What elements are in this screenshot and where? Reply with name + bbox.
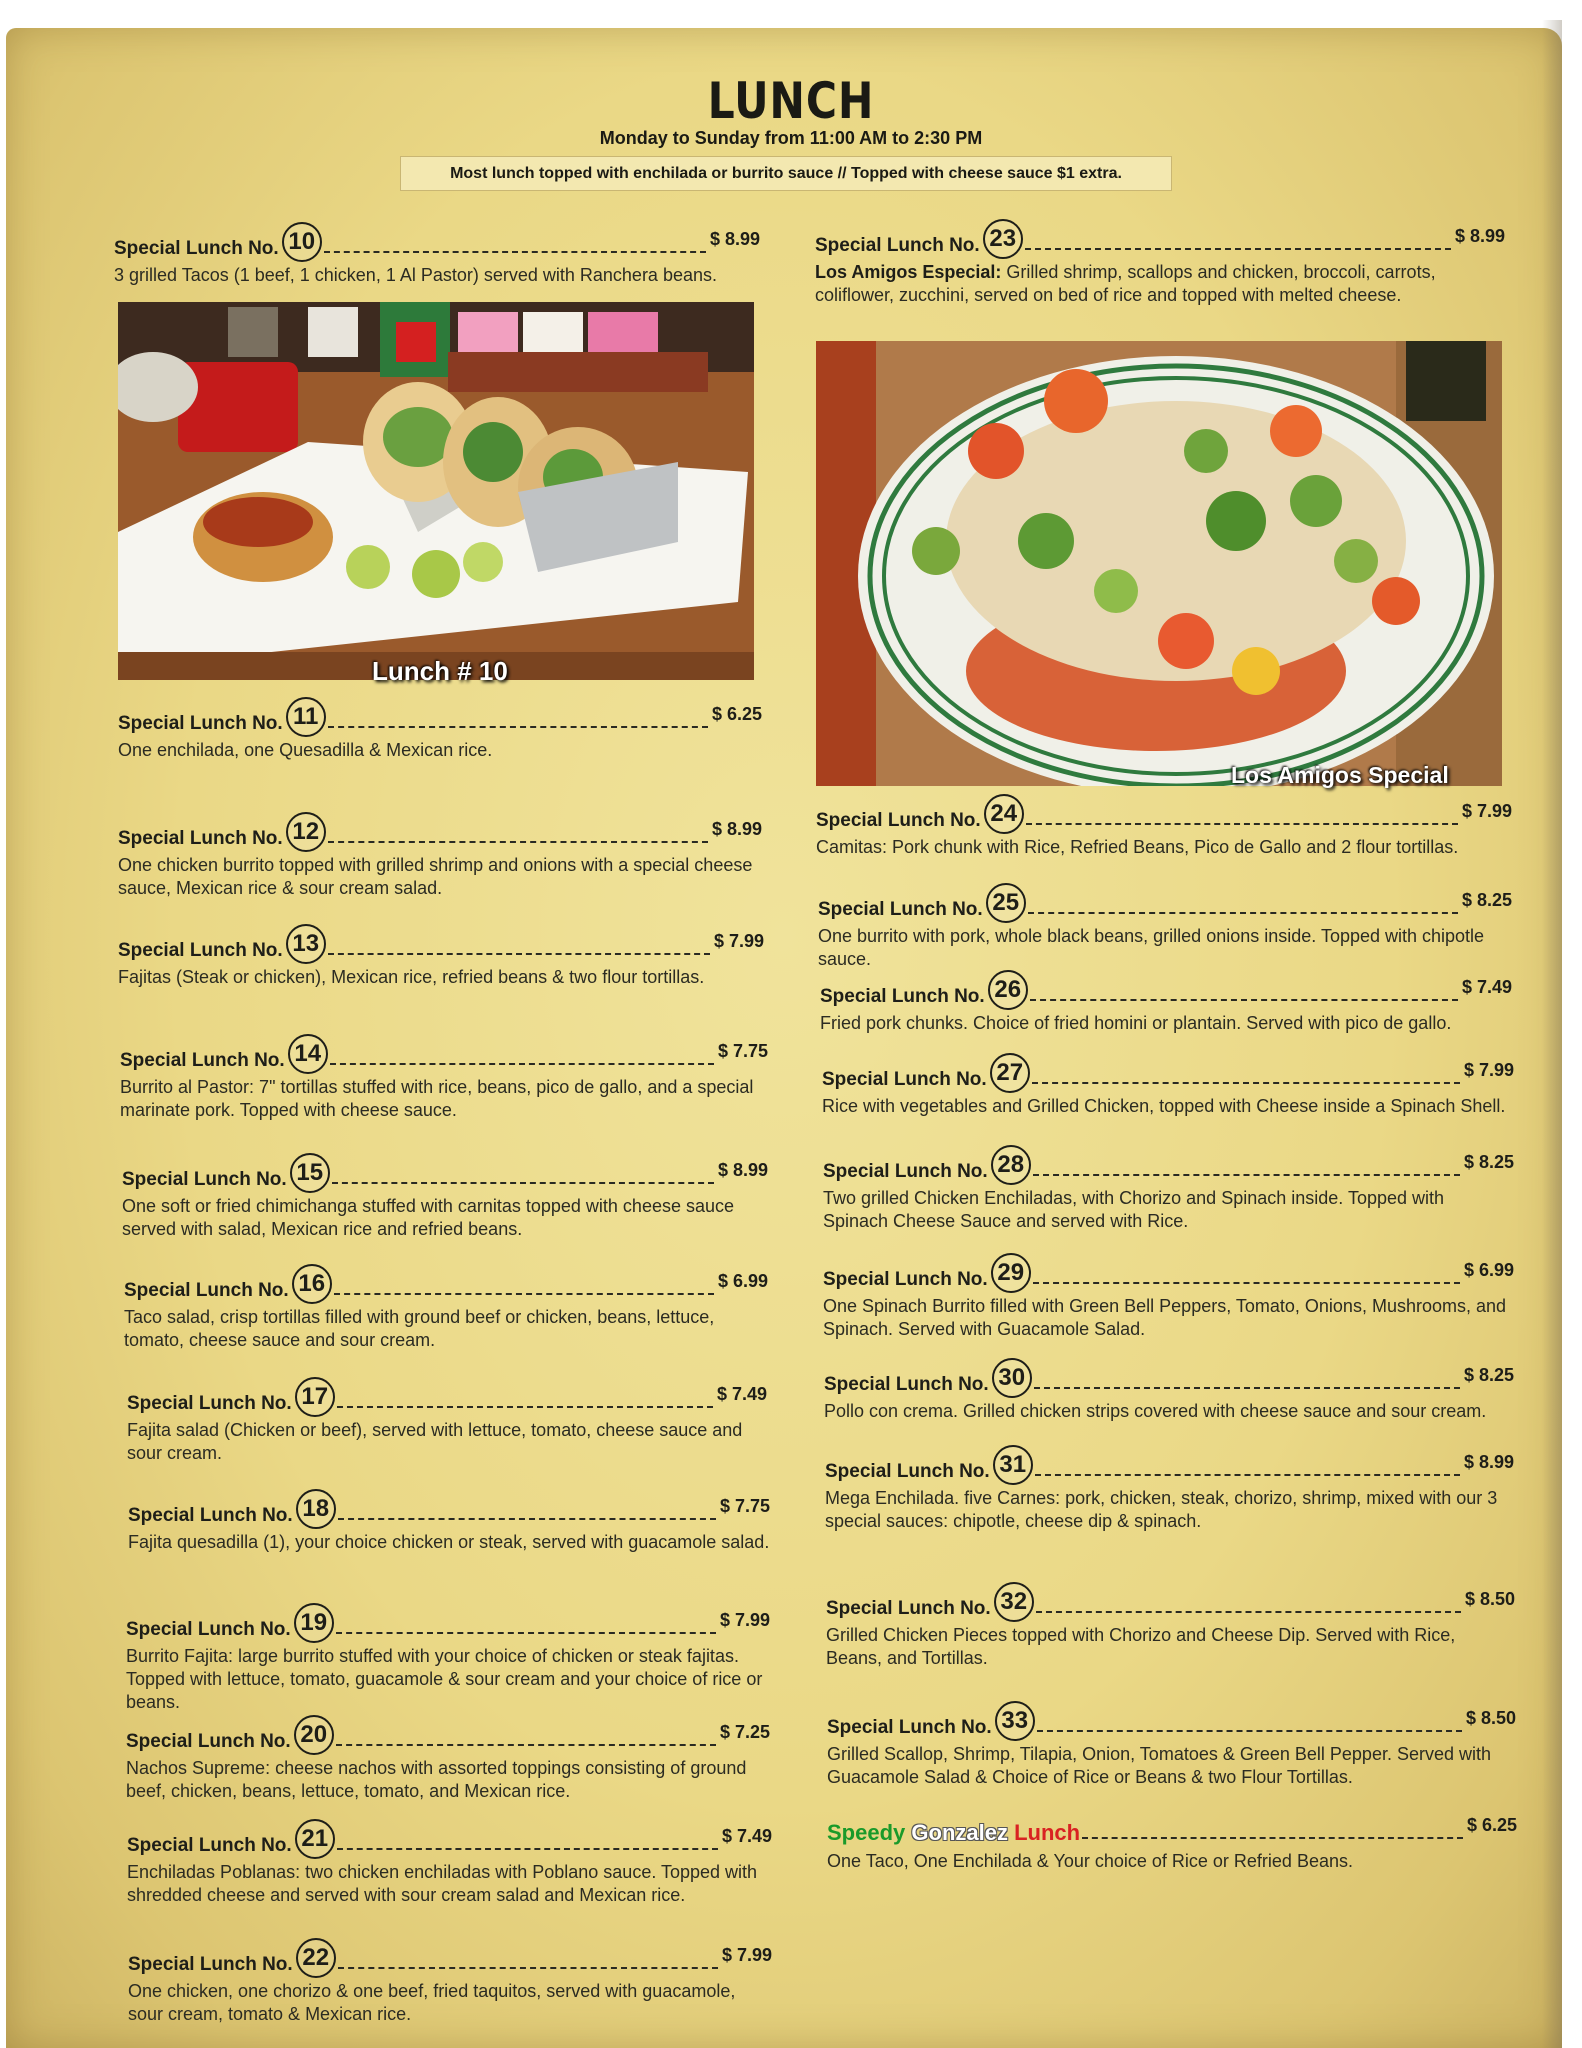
leader-dots: [330, 1063, 714, 1065]
menu-item-25: [818, 883, 1512, 971]
item-price: $ 8.99: [1454, 226, 1505, 246]
item-description: Burrito Fajita: large burrito stuffed with your choice of chicken or steak fajitas. Topped with lettuce, tomato, guacamole & sour cream and your choice of rice or beans.: [126, 1646, 763, 1712]
item-label: Special Lunch No.: [118, 940, 283, 961]
item-label: Special Lunch No.: [127, 1835, 292, 1856]
item-description: Fajitas (Steak or chicken), Mexican rice, refried beans & two flour tortillas.: [118, 967, 705, 987]
leader-dots: [1026, 823, 1458, 825]
item-price: $ 8.99: [717, 1160, 768, 1180]
item-description: One Spinach Burrito filled with Green Bell Peppers, Tomato, Onions, Mushrooms, and Spinach. Served with Guacamole Salad.: [823, 1296, 1507, 1339]
item-price: $ 6.99: [717, 1271, 768, 1291]
item-price: $ 8.99: [1463, 1452, 1514, 1472]
leader-dots: [1036, 1611, 1461, 1613]
menu-item-23: [815, 219, 1505, 307]
leader-dots: [334, 1293, 714, 1295]
menu-item-30: [824, 1358, 1514, 1423]
leader-dots: [1032, 1082, 1460, 1084]
speedy-title: [827, 1820, 1080, 1846]
item-price: $ 7.99: [1461, 801, 1512, 821]
leader-dots: [332, 1182, 714, 1184]
menu-title: LUNCH: [707, 72, 875, 130]
menu-item-31: [825, 1445, 1514, 1533]
item-number: 19: [294, 1603, 334, 1643]
item-number: 17: [295, 1377, 335, 1417]
item-price: $ 7.75: [717, 1041, 768, 1061]
los-amigos-plate-photo: [816, 341, 1502, 786]
item-label: Special Lunch No.: [818, 899, 983, 920]
speedy-word-2: Gonzalez: [911, 1820, 1008, 1845]
item-description: [815, 261, 1505, 307]
item-label: Special Lunch No.: [120, 1050, 285, 1071]
leader-dots: [1028, 912, 1458, 914]
item-price: $ 8.50: [1464, 1589, 1515, 1609]
item-label: Special Lunch No.: [118, 828, 283, 849]
menu-item-24: [816, 794, 1512, 859]
leader-dots: [1030, 999, 1458, 1001]
item-price: $ 7.25: [719, 1722, 770, 1742]
item-number: 31: [993, 1445, 1033, 1485]
item-label: Special Lunch No.: [824, 1374, 989, 1395]
menu-item-17: [127, 1377, 767, 1465]
item-label: Special Lunch No.: [816, 810, 981, 831]
item-number: 12: [286, 812, 326, 852]
item-number: 33: [995, 1701, 1035, 1741]
item-label: Special Lunch No.: [124, 1280, 289, 1301]
item-number: 15: [290, 1153, 330, 1193]
lunch-hours: Monday to Sunday from 11:00 AM to 2:30 PM: [599, 128, 983, 148]
item-description: One burrito with pork, whole black beans, grilled onions inside. Topped with chipotle sauce.: [818, 926, 1485, 969]
menu-item-15: [122, 1153, 768, 1241]
item-number: 26: [988, 970, 1028, 1010]
item-price: $ 8.99: [711, 819, 762, 839]
leader-dots: [338, 1967, 718, 1969]
plate-photo-caption: Los Amigos Special: [1231, 762, 1449, 788]
item-number: 25: [986, 883, 1026, 923]
item-description: Grilled Chicken Pieces topped with Chorizo and Cheese Dip. Served with Rice, Beans, and Tortillas.: [826, 1625, 1456, 1668]
leader-dots: [1082, 1837, 1463, 1839]
item-number: 27: [990, 1053, 1030, 1093]
leader-dots: [336, 1632, 716, 1634]
leader-dots: [1033, 1282, 1460, 1284]
item-description: Rice with vegetables and Grilled Chicken, topped with Cheese inside a Spinach Shell.: [822, 1096, 1506, 1116]
item-price: $ 7.49: [721, 1826, 772, 1846]
item-label: Special Lunch No.: [127, 1393, 292, 1414]
item-number: 29: [991, 1253, 1031, 1293]
tacos-photo-caption: Lunch # 10: [372, 656, 508, 686]
leader-dots: [1037, 1730, 1462, 1732]
lunch-note: [400, 156, 1172, 191]
item-number: 18: [296, 1489, 336, 1529]
item-description: One enchilada, one Quesadilla & Mexican rice.: [118, 740, 493, 760]
menu-item-10: [114, 222, 760, 287]
leader-dots: [338, 1518, 716, 1520]
item-label: Special Lunch No.: [128, 1505, 293, 1526]
menu-item-14: [120, 1034, 768, 1122]
item-label: Special Lunch No.: [128, 1954, 293, 1975]
menu-item-19: [126, 1603, 770, 1714]
leader-dots: [336, 1744, 716, 1746]
item-label: Special Lunch No.: [825, 1461, 990, 1482]
item-number: 28: [991, 1145, 1031, 1185]
leader-dots: [324, 251, 706, 253]
item-number: 16: [292, 1264, 332, 1304]
item-description: Fried pork chunks. Choice of fried homini or plantain. Served with pico de gallo.: [820, 1013, 1452, 1033]
item-price: $ 7.99: [1463, 1060, 1514, 1080]
speedy-price: $ 6.25: [1466, 1815, 1517, 1835]
item-description: Mega Enchilada. five Carnes: pork, chicken, steak, chorizo, shrimp, mixed with our 3 special sauces: chipotle, cheese dip & spinach.: [825, 1488, 1498, 1531]
menu-item-18: [128, 1489, 770, 1554]
leader-dots: [1035, 1474, 1460, 1476]
item-number: 30: [992, 1358, 1032, 1398]
menu-item-26: [820, 970, 1512, 1035]
item-number: 11: [286, 697, 326, 737]
item-label: Special Lunch No.: [823, 1161, 988, 1182]
menu-item-21: [127, 1819, 772, 1907]
menu-item-32: [826, 1582, 1515, 1670]
leader-dots: [1025, 248, 1451, 250]
leader-dots: [337, 1406, 713, 1408]
item-description: Pollo con crema. Grilled chicken strips covered with cheese sauce and sour cream.: [824, 1401, 1487, 1421]
item-label: Special Lunch No.: [827, 1717, 992, 1738]
menu-item-22: [128, 1938, 772, 2026]
item-price: $ 7.49: [716, 1384, 767, 1404]
menu-item-13: [118, 924, 764, 989]
los-amigos-especial-label: Los Amigos Especial:: [815, 262, 1002, 282]
item-description: One soft or fried chimichanga stuffed with carnitas topped with cheese sauce served with salad, Mexican rice and refried beans.: [122, 1196, 735, 1239]
item-label: Special Lunch No.: [822, 1069, 987, 1090]
item-number: 21: [295, 1819, 335, 1859]
item-description: Burrito al Pastor: 7" tortillas stuffed with rice, beans, pico de gallo, and a special marinate pork. Topped with cheese sauce.: [120, 1077, 754, 1120]
item-label: Special Lunch No.: [815, 235, 980, 256]
item-number: 14: [288, 1034, 328, 1074]
item-number: 20: [294, 1715, 334, 1755]
item-description: Nachos Supreme: cheese nachos with assorted toppings consisting of ground beef, chicken, beans, lettuce, tomato, and Mexican rice.: [126, 1758, 747, 1801]
menu-item-29: [823, 1253, 1514, 1341]
menu-item-11: [118, 697, 762, 762]
item-price: $ 7.49: [1461, 977, 1512, 997]
item-price: $ 8.50: [1465, 1708, 1516, 1728]
leader-dots: [1033, 1174, 1460, 1176]
item-description: Fajita quesadilla (1), your choice chicken or steak, served with guacamole salad.: [128, 1532, 770, 1552]
item-number: 24: [984, 794, 1024, 834]
tacos-photo: [118, 302, 754, 680]
item-description: Camitas: Pork chunk with Rice, Refried Beans, Pico de Gallo and 2 flour tortillas.: [816, 837, 1459, 857]
item-number: 13: [286, 924, 326, 964]
item-description: Two grilled Chicken Enchiladas, with Chorizo and Spinach inside. Topped with Spinach Cheese Sauce and served with Rice.: [823, 1188, 1445, 1231]
item-label: Special Lunch No.: [122, 1169, 287, 1190]
item-description: Grilled Scallop, Shrimp, Tilapia, Onion, Tomatoes & Green Bell Pepper. Served with Guacamole Salad & Choice of Rice or Beans & two Flour Tortillas.: [827, 1744, 1491, 1787]
item-number: 22: [296, 1938, 336, 1978]
item-label: Special Lunch No.: [826, 1598, 991, 1619]
item-label: Special Lunch No.: [823, 1269, 988, 1290]
menu-item-12: [118, 812, 762, 900]
item-price: $ 7.99: [721, 1945, 772, 1965]
item-price: $ 6.25: [711, 704, 762, 724]
item-description: One chicken, one chorizo & one beef, fried taquitos, served with guacamole, sour cream, tomato & Mexican rice.: [128, 1981, 736, 2024]
item-price: $ 7.99: [719, 1610, 770, 1630]
leader-dots: [1034, 1387, 1460, 1389]
menu-item-27: [822, 1053, 1514, 1118]
item-description: One chicken burrito topped with grilled shrimp and onions with a special cheese sauce, Mexican rice & sour cream salad.: [118, 855, 753, 898]
item-label: Special Lunch No.: [126, 1619, 291, 1640]
item-number: 32: [994, 1582, 1034, 1622]
item-description-text: Grilled shrimp, scallops and chicken, broccoli, carrots, coliflower, zucchini, served on bed of rice and topped with melted cheese.: [815, 262, 1436, 305]
item-price: $ 7.75: [719, 1496, 770, 1516]
item-price: $ 8.99: [709, 229, 760, 249]
item-description: Fajita salad (Chicken or beef), served with lettuce, tomato, cheese sauce and sour cream.: [127, 1420, 743, 1463]
item-description: Taco salad, crisp tortillas filled with ground beef or chicken, beans, lettuce, tomato, cheese sauce and sour cream.: [124, 1307, 715, 1350]
speedy-word-1: Speedy: [827, 1820, 906, 1845]
speedy-description: One Taco, One Enchilada & Your choice of Rice or Refried Beans.: [827, 1851, 1353, 1871]
item-number: 10: [282, 222, 322, 262]
item-description: 3 grilled Tacos (1 beef, 1 chicken, 1 Al Pastor) served with Ranchera beans.: [114, 265, 717, 285]
speedy-gonzalez-lunch: [827, 1812, 1517, 1873]
leader-dots: [328, 726, 708, 728]
menu-item-28: [823, 1145, 1514, 1233]
leader-dots: [328, 841, 708, 843]
item-price: $ 8.25: [1463, 1365, 1514, 1385]
lunch-note-text: Most lunch topped with enchilada or burrito sauce // Topped with cheese sauce $1 extra.: [450, 164, 1122, 182]
item-price: $ 8.25: [1463, 1152, 1514, 1172]
item-label: Special Lunch No.: [114, 238, 279, 259]
menu-item-33: [827, 1701, 1516, 1789]
item-label: Special Lunch No.: [126, 1731, 291, 1752]
menu-item-16: [124, 1264, 768, 1352]
leader-dots: [328, 953, 710, 955]
speedy-word-3: Lunch: [1014, 1820, 1081, 1845]
item-price: $ 7.99: [713, 931, 764, 951]
item-number: 23: [983, 219, 1023, 259]
item-label: Special Lunch No.: [118, 713, 283, 734]
menu-item-20: [126, 1715, 770, 1803]
item-price: $ 6.99: [1463, 1260, 1514, 1280]
item-label: Special Lunch No.: [820, 986, 985, 1007]
leader-dots: [337, 1848, 718, 1850]
item-description: Enchiladas Poblanas: two chicken enchiladas with Poblano sauce. Topped with shredded cheese and served with sour cream salad and Mexican rice.: [127, 1862, 758, 1905]
page-edge-shadow: [1542, 20, 1562, 2048]
item-price: $ 8.25: [1461, 890, 1512, 910]
